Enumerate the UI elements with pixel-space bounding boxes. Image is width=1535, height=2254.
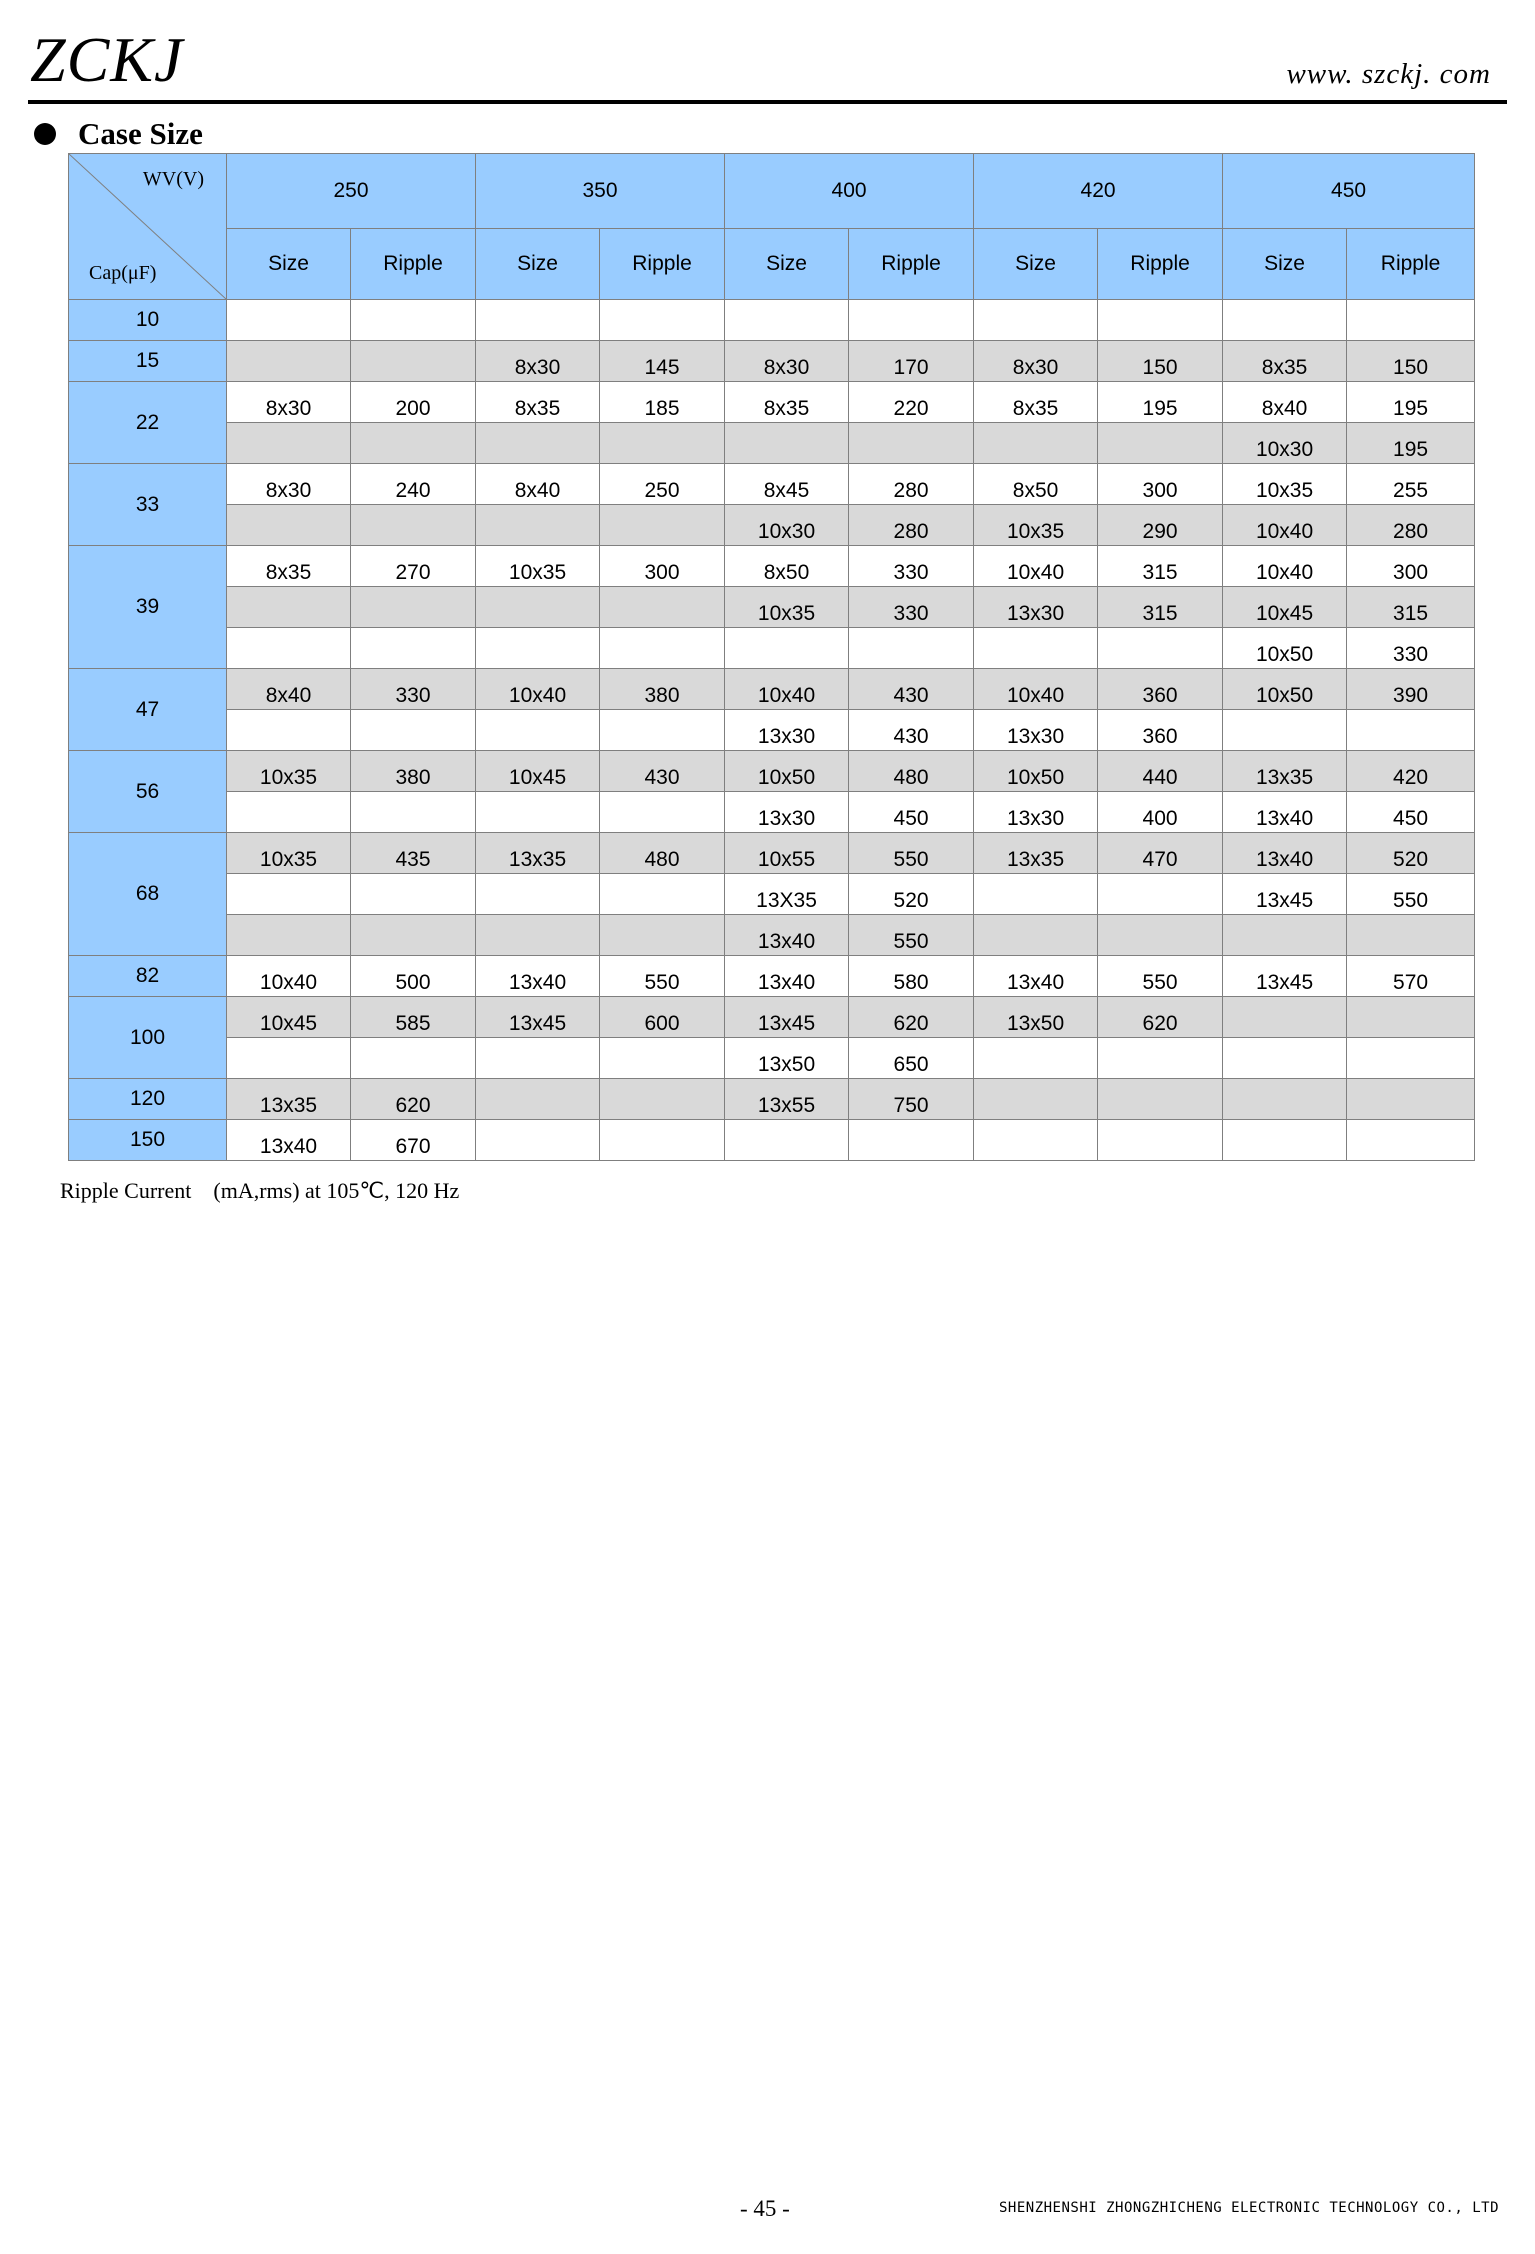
size-cell: 13x40 [227,1120,351,1161]
size-cell [974,1079,1098,1120]
section-title: Case Size [78,116,203,151]
voltage-header: 450 [1223,154,1475,229]
size-cell [476,628,600,669]
ripple-cell [849,628,974,669]
ripple-cell: 195 [1347,382,1475,423]
capacitance-cell: 120 [69,1079,227,1120]
ripple-cell [600,792,725,833]
ripple-cell: 620 [1098,997,1223,1038]
ripple-cell: 330 [849,587,974,628]
capacitance-cell: 68 [69,833,227,956]
ripple-cell [1347,915,1475,956]
table-corner-cell [69,154,227,300]
ripple-cell [600,505,725,546]
size-cell [725,300,849,341]
capacitance-cell: 10 [69,300,227,341]
ripple-cell: 580 [849,956,974,997]
ripple-cell [849,300,974,341]
size-cell [227,874,351,915]
ripple-cell: 380 [351,751,476,792]
size-cell [227,710,351,751]
size-cell: 10x40 [227,956,351,997]
ripple-cell [600,710,725,751]
voltage-header: 400 [725,154,974,229]
ripple-cell [1347,1120,1475,1161]
size-cell: 10x40 [476,669,600,710]
ripple-cell: 440 [1098,751,1223,792]
table-row [69,628,1475,669]
table-row [69,1079,1475,1120]
ripple-cell: 300 [1347,546,1475,587]
voltage-axis-label: WV(V) [142,168,204,190]
ripple-cell: 360 [1098,710,1223,751]
size-cell: 10x35 [476,546,600,587]
ripple-cell: 550 [1347,874,1475,915]
size-cell [476,792,600,833]
size-cell [974,300,1098,341]
size-cell: 8x40 [476,464,600,505]
size-cell: 8x30 [227,382,351,423]
size-cell [1223,915,1347,956]
capacitance-cell: 150 [69,1120,227,1161]
ripple-cell: 620 [351,1079,476,1120]
size-cell: 10x30 [1223,423,1347,464]
capacitance-cell: 33 [69,464,227,546]
size-cell [974,628,1098,669]
ripple-cell: 280 [1347,505,1475,546]
ripple-cell [1347,997,1475,1038]
bullet-icon [34,123,56,145]
ripple-cell: 520 [1347,833,1475,874]
ripple-cell [351,505,476,546]
size-cell [227,423,351,464]
ripple-cell: 390 [1347,669,1475,710]
ripple-cell: 195 [1347,423,1475,464]
size-cell: 10x35 [227,751,351,792]
case-size-table [68,153,1475,1161]
table-body [69,300,1475,1161]
ripple-cell: 470 [1098,833,1223,874]
table-row [69,464,1475,505]
size-cell [227,587,351,628]
table-row [69,792,1475,833]
page-number: - 45 - [740,2196,790,2221]
table-row [69,1120,1475,1161]
ripple-cell: 450 [1347,792,1475,833]
size-cell: 10x30 [725,505,849,546]
ripple-cell: 550 [600,956,725,997]
size-cell: 10x50 [1223,628,1347,669]
size-cell: 13x40 [476,956,600,997]
size-cell [974,874,1098,915]
ripple-cell [600,1120,725,1161]
ripple-cell [1347,300,1475,341]
ripple-cell [1098,874,1223,915]
table-row [69,997,1475,1038]
ripple-cell: 330 [849,546,974,587]
ripple-cell: 480 [849,751,974,792]
table-row [69,300,1475,341]
size-cell [476,874,600,915]
ripple-cell: 480 [600,833,725,874]
size-cell [476,587,600,628]
ripple-cell [351,300,476,341]
ripple-cell: 570 [1347,956,1475,997]
ripple-cell: 280 [849,464,974,505]
size-cell: 10x40 [974,546,1098,587]
ripple-cell: 400 [1098,792,1223,833]
size-cell: 8x30 [227,464,351,505]
size-cell [1223,1038,1347,1079]
size-cell: 8x35 [1223,341,1347,382]
ripple-cell [1098,1079,1223,1120]
header-rule [28,100,1507,104]
size-cell: 13x35 [1223,751,1347,792]
size-cell: 8x35 [227,546,351,587]
table-row [69,423,1475,464]
size-cell: 13X35 [725,874,849,915]
size-cell: 13x40 [1223,792,1347,833]
column-header: Size [725,229,849,300]
ripple-cell: 550 [849,833,974,874]
size-cell: 8x30 [974,341,1098,382]
column-header: Ripple [1098,229,1223,300]
ripple-cell: 280 [849,505,974,546]
ripple-cell: 300 [1098,464,1223,505]
ripple-cell: 315 [1098,587,1223,628]
size-cell: 13x30 [974,587,1098,628]
size-cell: 13x35 [476,833,600,874]
capacitance-cell: 56 [69,751,227,833]
size-cell [974,915,1098,956]
size-cell: 10x40 [974,669,1098,710]
size-cell: 10x50 [974,751,1098,792]
size-cell: 10x45 [1223,587,1347,628]
ripple-cell: 250 [600,464,725,505]
size-cell [476,1038,600,1079]
ripple-cell: 315 [1347,587,1475,628]
size-cell: 8x40 [227,669,351,710]
size-cell [1223,300,1347,341]
ripple-cell [600,1079,725,1120]
ripple-cell [351,1038,476,1079]
size-cell [476,423,600,464]
size-cell: 13x30 [725,710,849,751]
ripple-cell [600,1038,725,1079]
size-cell: 8x35 [974,382,1098,423]
size-cell [974,423,1098,464]
ripple-cell [351,792,476,833]
ripple-cell [351,587,476,628]
ripple-cell [600,300,725,341]
column-header: Size [974,229,1098,300]
table-row [69,956,1475,997]
size-cell [476,1120,600,1161]
ripple-cell: 450 [849,792,974,833]
ripple-cell: 380 [600,669,725,710]
size-cell: 13x40 [725,915,849,956]
ripple-cell [1098,628,1223,669]
column-header: Ripple [849,229,974,300]
size-cell: 13x40 [974,956,1098,997]
ripple-cell: 600 [600,997,725,1038]
table-row [69,915,1475,956]
column-header: Ripple [600,229,725,300]
column-header: Size [1223,229,1347,300]
size-cell: 8x40 [1223,382,1347,423]
ripple-cell: 430 [849,710,974,751]
size-cell: 13x30 [974,792,1098,833]
table-row [69,751,1475,792]
size-cell: 10x40 [1223,546,1347,587]
size-cell: 10x35 [1223,464,1347,505]
size-cell: 13x30 [725,792,849,833]
ripple-cell [600,423,725,464]
ripple-cell: 195 [1098,382,1223,423]
capacitance-cell: 39 [69,546,227,669]
ripple-cell: 200 [351,382,476,423]
size-cell: 10x50 [725,751,849,792]
column-header: Size [227,229,351,300]
size-cell: 8x35 [725,382,849,423]
footnote-condition: (mA,rms) at 105℃, 120 Hz [213,1178,460,1203]
ripple-cell [351,628,476,669]
size-cell [725,1120,849,1161]
company-logo: ZCKJ [30,24,184,95]
size-cell [725,628,849,669]
size-cell: 8x50 [725,546,849,587]
ripple-cell [600,628,725,669]
voltage-header: 350 [476,154,725,229]
table-row [69,669,1475,710]
capacitance-cell: 100 [69,997,227,1079]
ripple-cell: 550 [849,915,974,956]
size-cell: 13x40 [1223,833,1347,874]
table-row [69,833,1475,874]
ripple-cell: 520 [849,874,974,915]
ripple-cell: 435 [351,833,476,874]
size-cell: 10x35 [725,587,849,628]
size-cell: 13x45 [476,997,600,1038]
table-row [69,505,1475,546]
column-header: Ripple [351,229,476,300]
ripple-cell [351,915,476,956]
size-cell [1223,710,1347,751]
size-cell: 13x35 [974,833,1098,874]
capacitance-cell: 22 [69,382,227,464]
column-header: Size [476,229,600,300]
ripple-cell: 240 [351,464,476,505]
size-cell [476,505,600,546]
ripple-cell [600,587,725,628]
ripple-cell: 420 [1347,751,1475,792]
size-cell: 10x35 [974,505,1098,546]
ripple-cell: 670 [351,1120,476,1161]
capacitance-cell: 47 [69,669,227,751]
size-cell [476,710,600,751]
ripple-cell [351,423,476,464]
section-heading [30,116,203,152]
size-cell: 10x45 [476,751,600,792]
ripple-cell: 430 [849,669,974,710]
size-cell: 13x45 [1223,874,1347,915]
size-cell [227,341,351,382]
size-cell: 8x50 [974,464,1098,505]
ripple-cell [351,341,476,382]
ripple-cell: 150 [1347,341,1475,382]
ripple-cell: 360 [1098,669,1223,710]
ripple-cell: 620 [849,997,974,1038]
size-cell: 13x30 [974,710,1098,751]
size-cell: 10x35 [227,833,351,874]
size-cell: 8x45 [725,464,849,505]
size-cell [227,505,351,546]
ripple-cell: 290 [1098,505,1223,546]
ripple-cell [849,1120,974,1161]
size-cell [725,423,849,464]
size-cell [227,628,351,669]
size-cell: 8x35 [476,382,600,423]
size-cell: 10x40 [725,669,849,710]
ripple-cell [1098,423,1223,464]
voltage-header: 420 [974,154,1223,229]
size-cell: 8x30 [476,341,600,382]
size-cell: 13x45 [725,997,849,1038]
table-row [69,710,1475,751]
ripple-cell: 430 [600,751,725,792]
ripple-cell [1098,1120,1223,1161]
size-cell [1223,997,1347,1038]
table-row [69,1038,1475,1079]
footnote-label: Ripple Current [60,1178,192,1203]
size-cell [227,915,351,956]
ripple-cell [1098,915,1223,956]
ripple-cell [351,710,476,751]
ripple-cell [1347,1038,1475,1079]
size-cell: 13x55 [725,1079,849,1120]
size-cell [476,300,600,341]
size-cell [476,1079,600,1120]
ripple-cell [600,915,725,956]
table-row [69,341,1475,382]
size-cell [476,915,600,956]
size-cell: 10x40 [1223,505,1347,546]
ripple-cell: 270 [351,546,476,587]
ripple-cell: 300 [600,546,725,587]
ripple-cell: 145 [600,341,725,382]
ripple-cell [849,423,974,464]
ripple-cell: 315 [1098,546,1223,587]
size-cell [227,1038,351,1079]
voltage-header: 250 [227,154,476,229]
ripple-cell: 750 [849,1079,974,1120]
size-cell [974,1120,1098,1161]
size-cell: 13x35 [227,1079,351,1120]
table-row [69,546,1475,587]
size-cell [974,1038,1098,1079]
ripple-cell [351,874,476,915]
size-cell: 13x50 [974,997,1098,1038]
size-cell: 10x45 [227,997,351,1038]
column-header: Ripple [1347,229,1475,300]
capacitance-axis-label: Cap(μF) [89,262,157,284]
size-cell: 13x40 [725,956,849,997]
ripple-cell [1098,1038,1223,1079]
ripple-cell: 170 [849,341,974,382]
ripple-cell: 255 [1347,464,1475,505]
ripple-cell [1347,710,1475,751]
size-cell [1223,1120,1347,1161]
ripple-cell: 150 [1098,341,1223,382]
table-row [69,587,1475,628]
size-cell: 8x30 [725,341,849,382]
size-cell [1223,1079,1347,1120]
ripple-cell [600,874,725,915]
capacitance-cell: 82 [69,956,227,997]
size-cell: 13x45 [1223,956,1347,997]
size-cell: 13x50 [725,1038,849,1079]
company-name: SHENZHENSHI ZHONGZHICHENG ELECTRONIC TECHNOLOGY CO., LTD [998,2200,1499,2216]
ripple-cell: 330 [351,669,476,710]
ripple-cell [1347,1079,1475,1120]
size-cell [227,300,351,341]
ripple-cell [1098,300,1223,341]
ripple-cell: 330 [1347,628,1475,669]
size-cell [227,792,351,833]
ripple-cell: 500 [351,956,476,997]
size-cell: 10x50 [1223,669,1347,710]
ripple-footnote [60,1178,459,1204]
website-url: www. szckj. com [1286,58,1491,90]
ripple-cell: 220 [849,382,974,423]
size-cell: 10x55 [725,833,849,874]
ripple-cell: 185 [600,382,725,423]
ripple-cell: 550 [1098,956,1223,997]
capacitance-cell: 15 [69,341,227,382]
ripple-cell: 650 [849,1038,974,1079]
ripple-cell: 585 [351,997,476,1038]
table-row [69,382,1475,423]
table-row [69,874,1475,915]
